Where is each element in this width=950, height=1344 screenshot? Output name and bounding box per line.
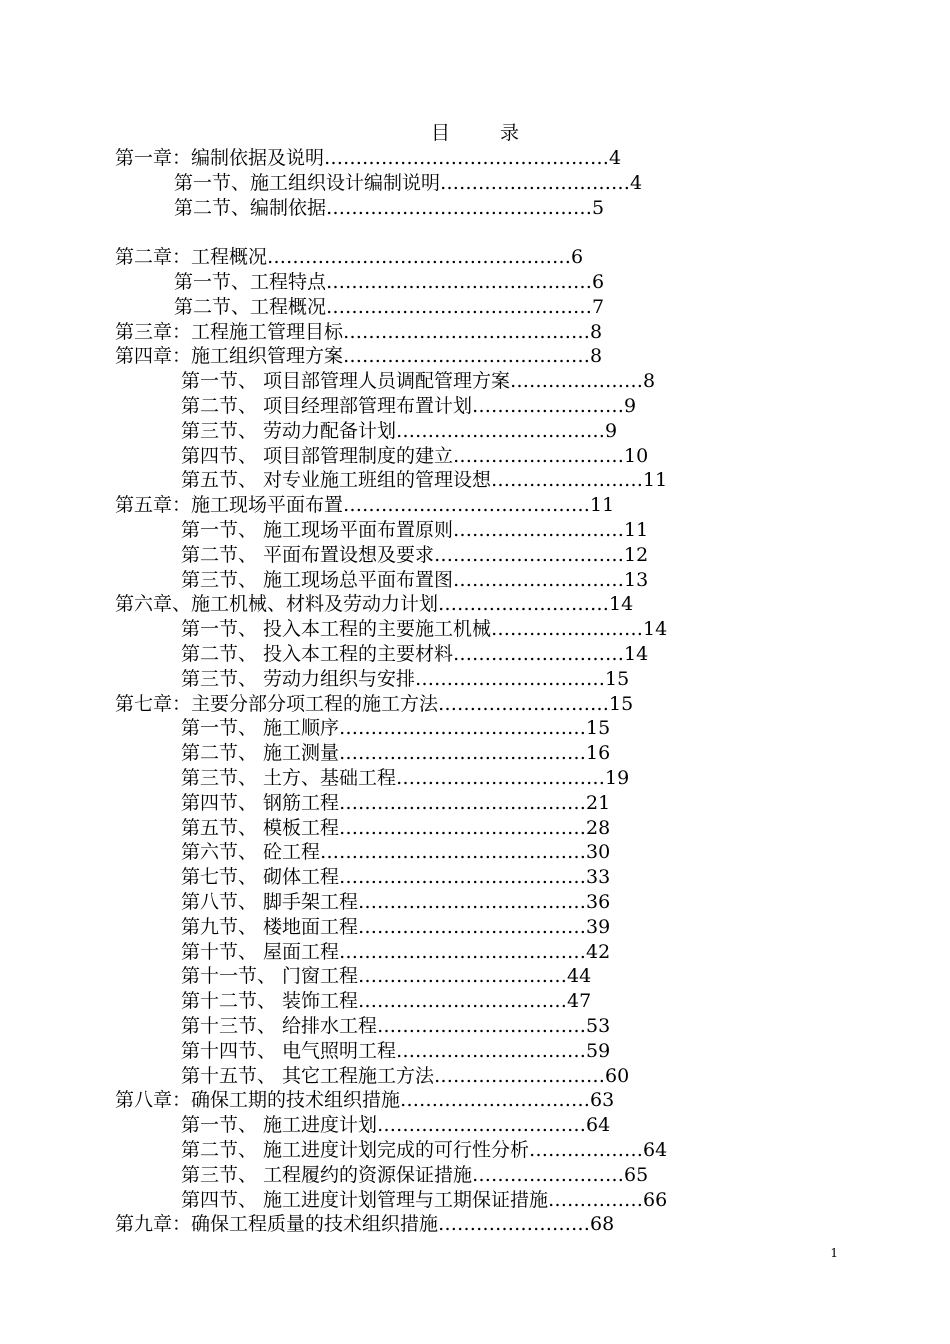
toc-section-entry: 第十五节、 其它工程施工方法………………………60: [181, 1064, 630, 1087]
toc-section-entry: 第三节、 工程履约的资源保证措施……………………65: [181, 1163, 649, 1186]
toc-chapter-entry: 第八章：确保工期的技术组织措施…………………………63: [115, 1089, 615, 1112]
toc-section-entry: 第七节、 砌体工程…………………………………33: [181, 866, 611, 889]
toc-section-entry: 第四节、 施工进度计划管理与工期保证措施……………66: [181, 1188, 668, 1211]
toc-section-entry: 第十四节、 电气照明工程…………………………59: [181, 1039, 611, 1062]
toc-section-entry: 第一节、 施工进度计划……………………………64: [181, 1114, 611, 1137]
toc-section-entry: 第一节、工程特点……………………………………6: [174, 271, 605, 293]
toc-section-entry: 第一节、施工组织设计编制说明…………………………4: [174, 171, 643, 194]
toc-section-entry: 第十节、 屋面工程…………………………………42: [181, 940, 611, 963]
toc-chapter-entry: 第三章：工程施工管理目标…………………………………8: [115, 320, 603, 343]
toc-section-entry: 第二节、 投入本工程的主要材料………………………14: [181, 643, 649, 665]
toc-section-entry: 第二节、 施工测量…………………………………16: [181, 742, 611, 765]
toc-section-entry: 第十一节、 门窗工程……………………………44: [181, 965, 592, 988]
toc-section-entry: 第一节、 项目部管理人员调配管理方案…………………8: [181, 370, 656, 393]
toc-section-entry: 第五节、 模板工程…………………………………28: [181, 816, 611, 839]
toc-section-entry: 第五节、 对专业施工班组的管理设想……………………11: [181, 469, 668, 492]
toc-chapter-entry: 第一章：编制依据及说明………………………………………4: [115, 147, 622, 169]
toc-chapter-entry: 第五章：施工现场平面布置…………………………………11: [115, 494, 615, 517]
toc-section-entry: 第一节、 投入本工程的主要施工机械……………………14: [181, 618, 668, 641]
toc-section-entry: 第三节、 劳动力配备计划……………………………9: [181, 419, 618, 442]
toc-section-entry: 第四节、 钢筋工程…………………………………21: [181, 791, 611, 814]
toc-section-entry: 第十三节、 给排水工程……………………………53: [181, 1015, 611, 1037]
toc-section-entry: 第六节、 砼工程……………………………………30: [181, 841, 611, 864]
toc-section-entry: 第二节、工程概况……………………………………7: [174, 295, 605, 318]
toc-section-entry: 第二节、 项目经理部管理布置计划……………………9: [181, 395, 637, 417]
toc-section-entry: 第一节、 施工现场平面布置原则………………………11: [181, 519, 649, 541]
page-number: 1: [830, 1246, 838, 1260]
toc-section-entry: 第二节、 平面布置设想及要求…………………………12: [181, 543, 649, 566]
toc-section-entry: 第三节、 劳动力组织与安排…………………………15: [181, 667, 630, 690]
toc-chapter-entry: 第七章：主要分部分项工程的施工方法………………………15: [115, 692, 634, 715]
toc-chapter-entry: 第六章、施工机械、材料及劳动力计划………………………14: [115, 593, 634, 616]
toc-section-entry: 第三节、 施工现场总平面布置图………………………13: [181, 568, 649, 591]
toc-section-entry: 第二节、 施工进度计划完成的可行性分析………………64: [181, 1139, 668, 1161]
toc-chapter-entry: 第二章：工程概况…………………………………………6: [115, 246, 584, 269]
toc-section-entry: 第四节、 项目部管理制度的建立………………………10: [181, 444, 649, 467]
toc-title: 目 录: [430, 122, 542, 144]
toc-section-entry: 第三节、 土方、基础工程……………………………19: [181, 767, 630, 789]
toc-section-entry: 第一节、 施工顺序…………………………………15: [181, 717, 611, 740]
toc-chapter-entry: 第四章：施工组织管理方案…………………………………8: [115, 345, 603, 368]
toc-chapter-entry: 第九章：确保工程质量的技术组织措施……………………68: [115, 1213, 615, 1236]
toc-section-entry: 第二节、编制依据……………………………………5: [174, 196, 605, 219]
toc-section-entry: 第八节、 脚手架工程………………………………36: [181, 891, 611, 913]
toc-section-entry: 第十二节、 装饰工程……………………………47: [181, 990, 592, 1013]
toc-section-entry: 第九节、 楼地面工程………………………………39: [181, 915, 611, 938]
